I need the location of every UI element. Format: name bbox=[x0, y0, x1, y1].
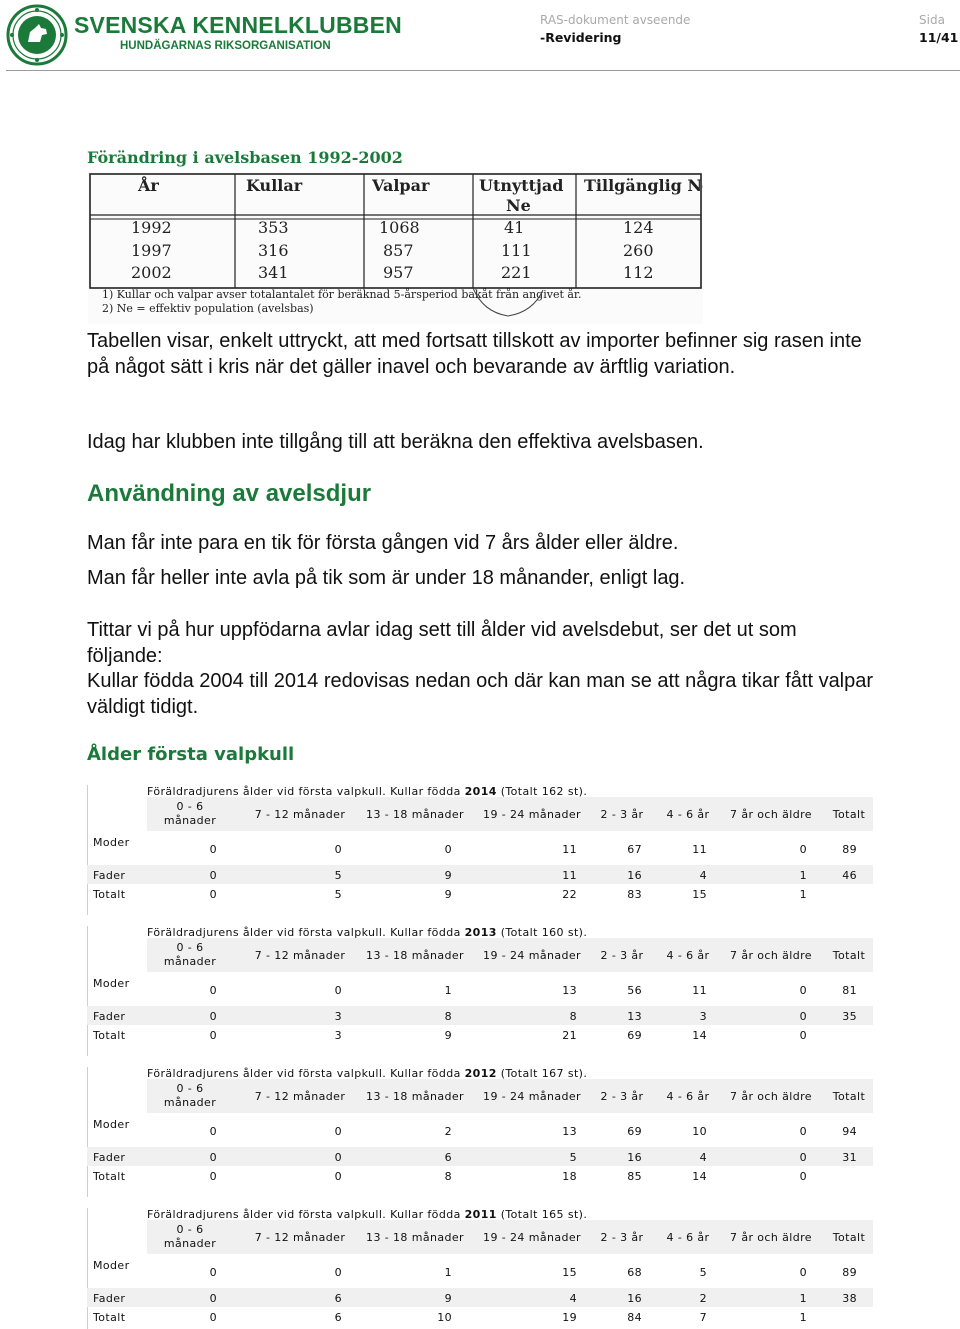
fader-value-1: 5 bbox=[334, 869, 342, 882]
skk-logo-icon bbox=[6, 4, 68, 66]
fader-value-3: 5 bbox=[569, 1151, 577, 1164]
totalt-value-0: 0 bbox=[209, 1170, 217, 1183]
scan-r2-used: 111 bbox=[501, 241, 532, 260]
row-label-fader: Fader bbox=[93, 1010, 126, 1023]
caption-suffix: (Totalt 167 st). bbox=[496, 1067, 588, 1080]
totalt-value-1: 3 bbox=[334, 1029, 342, 1042]
moder-value-2: 1 bbox=[444, 984, 452, 997]
row-label-fader: Fader bbox=[93, 1292, 126, 1305]
header-divider bbox=[6, 70, 960, 71]
fader-value-0: 0 bbox=[209, 1151, 217, 1164]
paragraph-rule-7-years: Man får inte para en tik för första gången vid 7 års ålder eller äldre. bbox=[87, 532, 679, 554]
section-heading-avelsbas: Förändring i avelsbasen 1992-2002 bbox=[87, 148, 403, 167]
col-header-0-6-line1: 0 - 6 bbox=[176, 1223, 204, 1236]
row-label-totalt: Totalt bbox=[93, 888, 126, 901]
moder-value-0: 0 bbox=[209, 843, 217, 856]
col-header-1: 7 - 12 månader bbox=[254, 1090, 346, 1103]
col-header-6: 7 år och äldre bbox=[730, 1090, 812, 1103]
moder-value-1: 0 bbox=[334, 1125, 342, 1138]
totalt-value-3: 19 bbox=[562, 1311, 577, 1324]
document-info bbox=[540, 11, 690, 47]
totalt-value-6: 0 bbox=[799, 1029, 807, 1042]
col-header-0-6-line1: 0 - 6 bbox=[176, 941, 204, 954]
totalt-value-4: 84 bbox=[627, 1311, 642, 1324]
scanned-table-figure bbox=[88, 172, 703, 324]
moder-value-0: 0 bbox=[209, 984, 217, 997]
scanned-avelsbas-table bbox=[88, 172, 703, 324]
totalt-value-1: 5 bbox=[334, 888, 342, 901]
scan-r3-puppies: 957 bbox=[383, 263, 414, 282]
moder-value-3: 11 bbox=[562, 843, 577, 856]
age-table-3 bbox=[87, 1208, 873, 1329]
scan-r3-used: 221 bbox=[501, 263, 532, 282]
org-subtitle: HUNDÄGARNAS RIKSORGANISATION bbox=[120, 40, 331, 52]
moder-value-6: 0 bbox=[799, 843, 807, 856]
totalt-value-1: 6 bbox=[334, 1311, 342, 1324]
totalt-value-6: 0 bbox=[799, 1170, 807, 1183]
col-header-6: 7 år och äldre bbox=[730, 1231, 812, 1244]
moder-value-5: 11 bbox=[692, 843, 707, 856]
scan-r1-available: 124 bbox=[623, 218, 654, 237]
moder-value-4: 67 bbox=[627, 843, 642, 856]
moder-value-0: 0 bbox=[209, 1266, 217, 1279]
age-table-0 bbox=[87, 785, 873, 915]
moder-value-5: 11 bbox=[692, 984, 707, 997]
row-label-moder: Moder bbox=[93, 1118, 130, 1131]
totalt-value-3: 21 bbox=[562, 1029, 577, 1042]
table-left-border bbox=[87, 785, 88, 915]
moder-value-7: 89 bbox=[842, 843, 857, 856]
scan-hdr-used: Utnyttjad bbox=[479, 176, 564, 195]
scan-r1-year: 1992 bbox=[131, 218, 172, 237]
caption-suffix: (Totalt 165 st). bbox=[496, 1208, 588, 1221]
page-label: Sida bbox=[919, 13, 945, 27]
col-header-2: 13 - 18 månader bbox=[366, 1090, 464, 1103]
totalt-value-3: 22 bbox=[562, 888, 577, 901]
moder-value-2: 2 bbox=[444, 1125, 452, 1138]
totalt-value-3: 18 bbox=[562, 1170, 577, 1183]
col-header-0-6-line2: månader bbox=[163, 1096, 217, 1109]
col-header-4: 2 - 3 år bbox=[600, 1231, 644, 1244]
scan-hdr-puppies: Valpar bbox=[372, 176, 430, 195]
paragraph-rule-18-months: Man får heller inte avla på tik som är under 18 månander, enligt lag. bbox=[87, 567, 686, 589]
col-header-2: 13 - 18 månader bbox=[366, 808, 464, 821]
fader-value-4: 16 bbox=[627, 1292, 642, 1305]
totalt-value-2: 9 bbox=[444, 1029, 452, 1042]
caption-year: 2011 bbox=[464, 1208, 497, 1221]
totalt-value-4: 85 bbox=[627, 1170, 642, 1183]
fader-value-2: 8 bbox=[444, 1010, 452, 1023]
age-table-2 bbox=[87, 1067, 873, 1197]
fader-value-4: 13 bbox=[627, 1010, 642, 1023]
col-header-1: 7 - 12 månader bbox=[254, 808, 346, 821]
row-label-moder: Moder bbox=[93, 1259, 130, 1272]
scan-hdr-ne: Ne bbox=[506, 196, 531, 215]
fader-value-6: 0 bbox=[799, 1151, 807, 1164]
paragraph-breeder-debut: Tittar vi på hur uppfödarna avlar idag sett till ålder vid avelsdebut, ser det ut som följande: bbox=[87, 619, 797, 667]
fader-value-7: 35 bbox=[842, 1010, 857, 1023]
moder-value-5: 5 bbox=[699, 1266, 707, 1279]
fader-value-3: 8 bbox=[569, 1010, 577, 1023]
document-value: -Revidering bbox=[540, 30, 622, 45]
moder-value-2: 0 bbox=[444, 843, 452, 856]
moder-value-2: 1 bbox=[444, 1266, 452, 1279]
col-header-7: Totalt bbox=[832, 949, 866, 962]
moder-value-7: 89 bbox=[842, 1266, 857, 1279]
table-caption bbox=[147, 926, 587, 939]
page-number: 11/41 bbox=[919, 30, 959, 45]
col-header-0-6-line2: månader bbox=[163, 955, 217, 968]
scan-r3-litters: 341 bbox=[258, 263, 289, 282]
moder-value-7: 81 bbox=[842, 984, 857, 997]
brand bbox=[74, 12, 402, 54]
row-label-totalt: Totalt bbox=[93, 1029, 126, 1042]
page-info bbox=[919, 11, 958, 47]
col-header-5: 4 - 6 år bbox=[666, 1090, 710, 1103]
col-header-3: 19 - 24 månader bbox=[483, 808, 581, 821]
col-header-0-6-line1: 0 - 6 bbox=[176, 800, 204, 813]
fader-value-5: 3 bbox=[699, 1010, 707, 1023]
col-header-1: 7 - 12 månader bbox=[254, 1231, 346, 1244]
col-header-7: Totalt bbox=[832, 1231, 866, 1244]
moder-value-0: 0 bbox=[209, 1125, 217, 1138]
paragraph-table-summary: Tabellen visar, enkelt uttryckt, att med fortsatt tillskott av importer befinner sig rasen inte på något sätt i kris när det gäller inavel och bevarande av ärftlig variation. bbox=[87, 330, 862, 378]
col-header-4: 2 - 3 år bbox=[600, 1090, 644, 1103]
scan-r2-available: 260 bbox=[623, 241, 654, 260]
moder-value-4: 56 bbox=[627, 984, 642, 997]
page-header bbox=[0, 0, 960, 72]
scan-r2-puppies: 857 bbox=[383, 241, 414, 260]
caption-year: 2014 bbox=[464, 785, 497, 798]
paragraph-no-access: Idag har klubben inte tillgång till att beräkna den effektiva avelsbasen. bbox=[87, 431, 704, 453]
col-header-0-6-line1: 0 - 6 bbox=[176, 1082, 204, 1095]
fader-value-5: 4 bbox=[699, 869, 707, 882]
totalt-value-2: 9 bbox=[444, 888, 452, 901]
fader-value-7: 31 bbox=[842, 1151, 857, 1164]
caption-prefix: Föräldradjurens ålder vid första valpkull. Kullar födda bbox=[147, 926, 465, 939]
col-header-5: 4 - 6 år bbox=[666, 949, 710, 962]
totalt-value-5: 7 bbox=[699, 1311, 707, 1324]
col-header-7: Totalt bbox=[832, 1090, 866, 1103]
col-header-7: Totalt bbox=[832, 808, 866, 821]
scan-r3-available: 112 bbox=[623, 263, 654, 282]
totalt-value-6: 1 bbox=[799, 888, 807, 901]
totalt-value-0: 0 bbox=[209, 1311, 217, 1324]
section-heading-anvandning: Användning av avelsdjur bbox=[87, 480, 372, 507]
moder-value-3: 13 bbox=[562, 1125, 577, 1138]
moder-value-1: 0 bbox=[334, 843, 342, 856]
age-table-1 bbox=[87, 926, 873, 1056]
fader-value-0: 0 bbox=[209, 869, 217, 882]
col-header-3: 19 - 24 månader bbox=[483, 949, 581, 962]
totalt-value-5: 15 bbox=[692, 888, 707, 901]
table-caption bbox=[147, 1067, 587, 1080]
col-header-5: 4 - 6 år bbox=[666, 1231, 710, 1244]
scan-r3-year: 2002 bbox=[131, 263, 172, 282]
col-header-4: 2 - 3 år bbox=[600, 808, 644, 821]
table-left-border bbox=[87, 1067, 88, 1197]
table-left-border bbox=[87, 1208, 88, 1329]
document-label: RAS-dokument avseende bbox=[540, 13, 691, 27]
moder-value-5: 10 bbox=[692, 1125, 707, 1138]
row-label-totalt: Totalt bbox=[93, 1311, 126, 1324]
row-label-fader: Fader bbox=[93, 1151, 126, 1164]
fader-value-4: 16 bbox=[627, 869, 642, 882]
col-header-0-6 bbox=[150, 1082, 230, 1110]
caption-year: 2012 bbox=[464, 1067, 497, 1080]
table-left-border bbox=[87, 926, 88, 1056]
row-label-moder: Moder bbox=[93, 977, 130, 990]
fader-value-6: 1 bbox=[799, 869, 807, 882]
paragraph-litters-2004-2014: Kullar födda 2004 till 2014 redovisas nedan och där kan man se att några tikar fått valpar väldigt tidigt. bbox=[87, 670, 874, 718]
fader-value-7: 38 bbox=[842, 1292, 857, 1305]
totalt-value-1: 0 bbox=[334, 1170, 342, 1183]
col-header-5: 4 - 6 år bbox=[666, 808, 710, 821]
section-heading-alder: Ålder första valpkull bbox=[87, 744, 295, 765]
scan-hdr-available: Tillgänglig Ne bbox=[584, 176, 703, 195]
fader-value-1: 0 bbox=[334, 1151, 342, 1164]
col-header-0-6 bbox=[150, 1223, 230, 1251]
fader-value-2: 6 bbox=[444, 1151, 452, 1164]
table-caption bbox=[147, 1208, 587, 1221]
totalt-value-5: 14 bbox=[692, 1170, 707, 1183]
moder-value-1: 0 bbox=[334, 1266, 342, 1279]
scan-r1-puppies: 1068 bbox=[379, 218, 420, 237]
moder-value-3: 15 bbox=[562, 1266, 577, 1279]
scan-note-2: 2) Ne = effektiv population (avelsbas) bbox=[102, 302, 314, 315]
totalt-value-4: 83 bbox=[627, 888, 642, 901]
col-header-0-6-line2: månader bbox=[163, 814, 217, 827]
fader-value-0: 0 bbox=[209, 1292, 217, 1305]
col-header-4: 2 - 3 år bbox=[600, 949, 644, 962]
scan-r2-year: 1997 bbox=[131, 241, 172, 260]
fader-value-4: 16 bbox=[627, 1151, 642, 1164]
row-label-moder: Moder bbox=[93, 836, 130, 849]
fader-value-2: 9 bbox=[444, 869, 452, 882]
fader-value-0: 0 bbox=[209, 1010, 217, 1023]
moder-value-3: 13 bbox=[562, 984, 577, 997]
totalt-value-0: 0 bbox=[209, 888, 217, 901]
col-header-2: 13 - 18 månader bbox=[366, 1231, 464, 1244]
caption-suffix: (Totalt 162 st). bbox=[496, 785, 588, 798]
fader-value-3: 11 bbox=[562, 869, 577, 882]
scan-hdr-litters: Kullar bbox=[246, 176, 303, 195]
moder-value-4: 69 bbox=[627, 1125, 642, 1138]
table-caption bbox=[147, 785, 587, 798]
fader-value-1: 3 bbox=[334, 1010, 342, 1023]
fader-value-1: 6 bbox=[334, 1292, 342, 1305]
totalt-value-5: 14 bbox=[692, 1029, 707, 1042]
fader-value-6: 0 bbox=[799, 1010, 807, 1023]
moder-value-6: 0 bbox=[799, 984, 807, 997]
row-label-totalt: Totalt bbox=[93, 1170, 126, 1183]
col-header-3: 19 - 24 månader bbox=[483, 1231, 581, 1244]
moder-value-6: 0 bbox=[799, 1266, 807, 1279]
totalt-value-0: 0 bbox=[209, 1029, 217, 1042]
scan-note-1: 1) Kullar och valpar avser totalantalet för beräknad 5-årsperiod bakåt från angivet år. bbox=[102, 288, 582, 301]
row-label-fader: Fader bbox=[93, 869, 126, 882]
moder-value-4: 68 bbox=[627, 1266, 642, 1279]
scan-r1-litters: 353 bbox=[258, 218, 289, 237]
fader-value-7: 46 bbox=[842, 869, 857, 882]
col-header-3: 19 - 24 månader bbox=[483, 1090, 581, 1103]
col-header-6: 7 år och äldre bbox=[730, 808, 812, 821]
org-name: SVENSKA KENNELKLUBBEN bbox=[74, 12, 402, 38]
scan-r2-litters: 316 bbox=[258, 241, 289, 260]
fader-value-5: 4 bbox=[699, 1151, 707, 1164]
moder-value-6: 0 bbox=[799, 1125, 807, 1138]
col-header-0-6 bbox=[150, 800, 230, 828]
totalt-value-2: 8 bbox=[444, 1170, 452, 1183]
fader-value-2: 9 bbox=[444, 1292, 452, 1305]
caption-prefix: Föräldradjurens ålder vid första valpkull. Kullar födda bbox=[147, 1067, 465, 1080]
scan-hdr-year: År bbox=[138, 176, 159, 195]
totalt-value-2: 10 bbox=[437, 1311, 452, 1324]
fader-value-6: 1 bbox=[799, 1292, 807, 1305]
fader-value-3: 4 bbox=[569, 1292, 577, 1305]
col-header-0-6 bbox=[150, 941, 230, 969]
moder-value-1: 0 bbox=[334, 984, 342, 997]
caption-prefix: Föräldradjurens ålder vid första valpkull. Kullar födda bbox=[147, 785, 465, 798]
col-header-6: 7 år och äldre bbox=[730, 949, 812, 962]
col-header-0-6-line2: månader bbox=[163, 1237, 217, 1250]
caption-suffix: (Totalt 160 st). bbox=[496, 926, 588, 939]
scan-r1-used: 41 bbox=[504, 218, 525, 237]
totalt-value-6: 1 bbox=[799, 1311, 807, 1324]
caption-year: 2013 bbox=[464, 926, 497, 939]
moder-value-7: 94 bbox=[842, 1125, 857, 1138]
totalt-value-4: 69 bbox=[627, 1029, 642, 1042]
col-header-2: 13 - 18 månader bbox=[366, 949, 464, 962]
fader-value-5: 2 bbox=[699, 1292, 707, 1305]
caption-prefix: Föräldradjurens ålder vid första valpkull. Kullar födda bbox=[147, 1208, 465, 1221]
col-header-1: 7 - 12 månader bbox=[254, 949, 346, 962]
